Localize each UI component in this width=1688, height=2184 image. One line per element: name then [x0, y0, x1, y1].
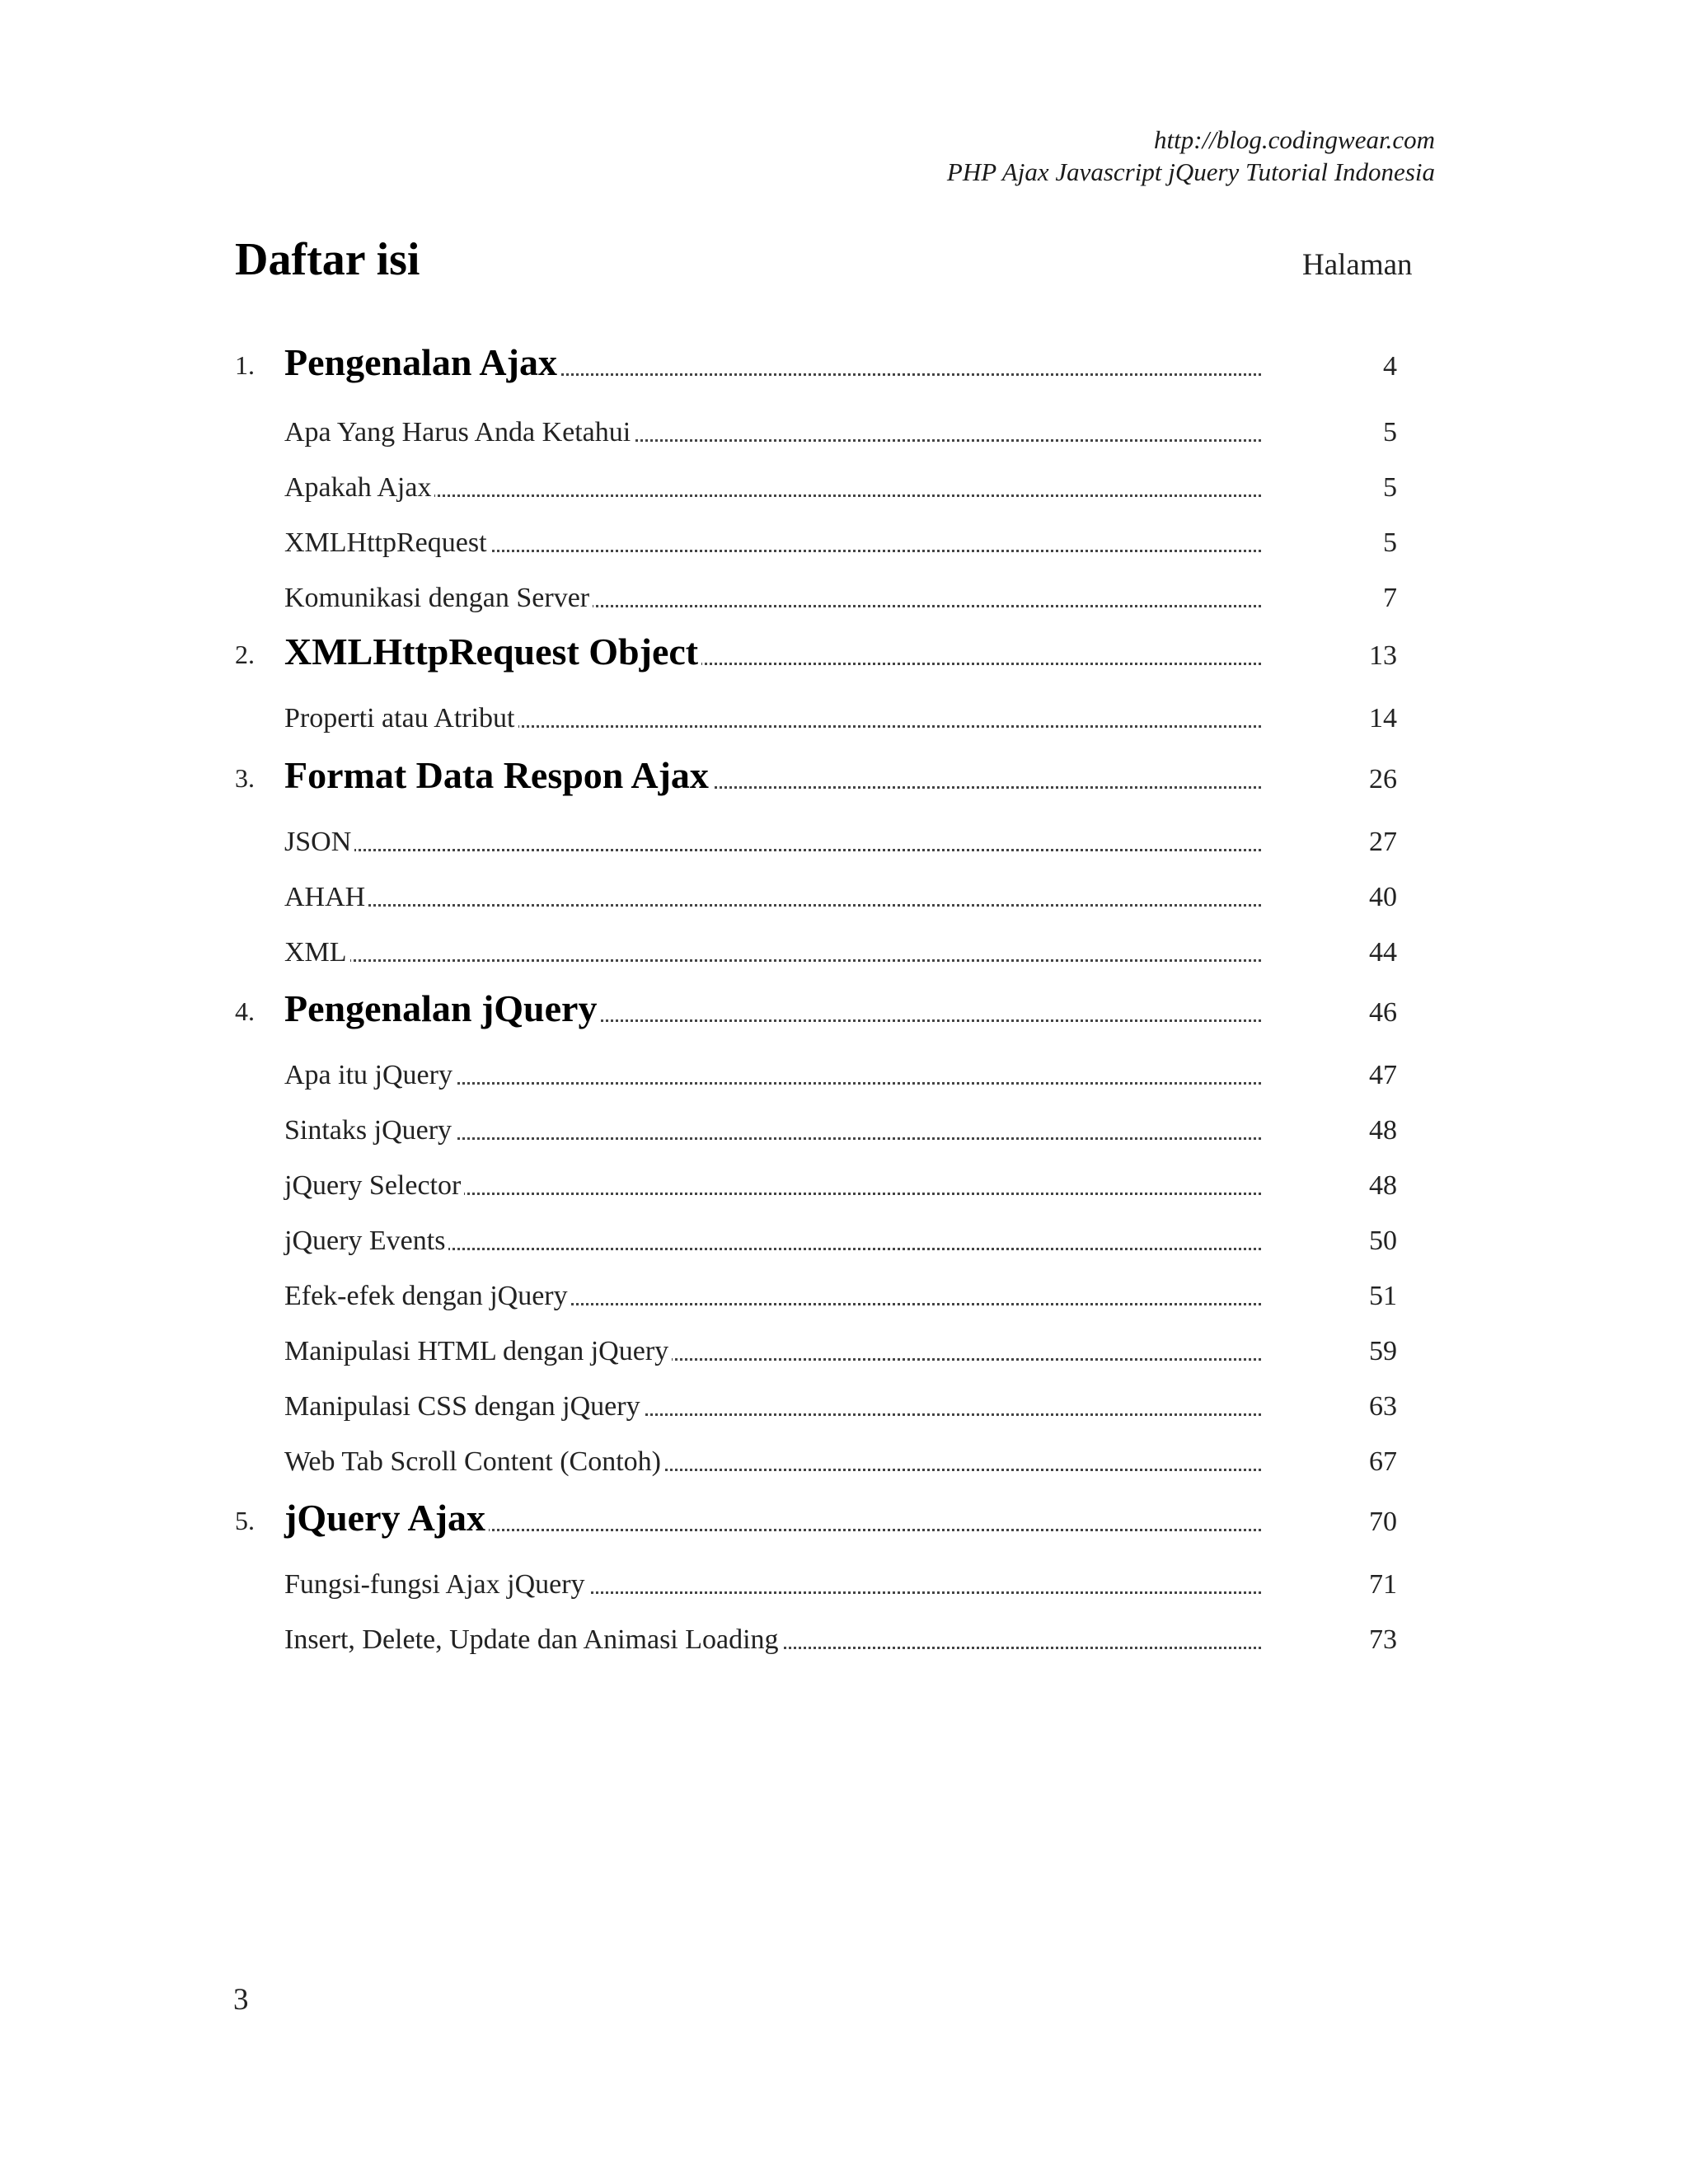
toc-section-row [235, 869, 1430, 918]
toc-entry-page: 46 [1369, 997, 1397, 1028]
toc-entry-page: 5 [1383, 472, 1397, 503]
toc-entry-page: 47 [1369, 1060, 1397, 1090]
toc-section-row [235, 1323, 1430, 1372]
toc-section-row [235, 1378, 1430, 1427]
toc-entry-page: 40 [1369, 882, 1397, 912]
toc-section-row [235, 813, 1430, 863]
toc-section-row [235, 514, 1430, 564]
page-number: 3 [233, 1983, 249, 2017]
toc-entry-page: 67 [1369, 1446, 1397, 1477]
header-url: http://blog.codingwear.com [1154, 125, 1435, 154]
toc-entry-page: 5 [1383, 417, 1397, 448]
toc-section-row [235, 1556, 1430, 1605]
toc-section-row [235, 1047, 1430, 1096]
toc-section-row [235, 1611, 1430, 1661]
toc-entry-page: 73 [1369, 1624, 1397, 1655]
header-subtitle: PHP Ajax Javascript jQuery Tutorial Indonesia [946, 157, 1435, 186]
toc-entry-label: Pengenalan jQuery [284, 987, 600, 1030]
toc-entry-label: AHAH [284, 882, 368, 913]
toc-section-row [235, 1157, 1430, 1207]
toc-section-row [235, 690, 1430, 739]
toc-chapter-row [235, 751, 1430, 800]
toc-entry-label: Format Data Respon Ajax [284, 753, 712, 797]
toc-entry-page: 13 [1369, 640, 1397, 671]
toc-entry-page: 70 [1369, 1507, 1397, 1537]
toc-entry-label: Apa itu jQuery [284, 1060, 456, 1091]
toc-entry-label: Pengenalan Ajax [284, 340, 560, 384]
toc-entry-page: 59 [1369, 1336, 1397, 1366]
toc-entry-label: Komunikasi dengan Server [284, 583, 593, 614]
toc-entry-label: Insert, Delete, Update dan Animasi Loading [284, 1624, 782, 1656]
toc-entry-page: 26 [1369, 764, 1397, 794]
toc-entry-page: 50 [1369, 1226, 1397, 1256]
toc-entry-number: 2. [235, 640, 255, 669]
toc-entry-label: Apakah Ajax [284, 472, 434, 504]
toc-entry-label: jQuery Selector [284, 1170, 464, 1202]
toc-entry-page: 63 [1369, 1391, 1397, 1422]
toc-entry-page: 44 [1369, 937, 1397, 968]
page-column-label: Halaman [1302, 248, 1413, 282]
toc-chapter-row [235, 984, 1430, 1033]
toc-entry-page: 4 [1383, 351, 1397, 382]
toc-chapter-row [235, 627, 1430, 677]
toc-entry-number: 5. [235, 1506, 255, 1535]
toc-entry-number: 4. [235, 996, 255, 1026]
page-title: Daftar isi [235, 234, 420, 285]
toc-section-row [235, 459, 1430, 509]
toc-section-row [235, 1102, 1430, 1151]
toc-dot-leader [284, 901, 1261, 907]
toc-entry-page: 14 [1369, 703, 1397, 733]
toc-entry-label: Fungsi-fungsi Ajax jQuery [284, 1569, 588, 1601]
toc-entry-label: Sintaks jQuery [284, 1115, 455, 1146]
toc-section-row [235, 404, 1430, 453]
toc-chapter-row [235, 338, 1430, 387]
toc-entry-label: jQuery Ajax [284, 1496, 489, 1540]
toc-entry-number: 3. [235, 763, 255, 793]
page-header [947, 124, 1435, 188]
toc-section-row [235, 1433, 1430, 1483]
toc-entry-label: Properti atau Atribut [284, 703, 518, 734]
toc-section-row [235, 1212, 1430, 1262]
toc-entry-label: jQuery Events [284, 1226, 448, 1257]
toc-entry-label: XMLHttpRequest Object [284, 630, 701, 673]
toc-entry-label: Manipulasi CSS dengan jQuery [284, 1391, 644, 1422]
toc-entry-number: 1. [235, 350, 255, 380]
toc-entry-page: 51 [1369, 1281, 1397, 1311]
toc-entry-label: Manipulasi HTML dengan jQuery [284, 1336, 672, 1367]
toc-entry-page: 7 [1383, 583, 1397, 613]
toc-entry-label: Web Tab Scroll Content (Contoh) [284, 1446, 664, 1478]
toc-dot-leader [284, 846, 1261, 851]
toc-entry-label: JSON [284, 827, 354, 858]
toc-chapter-row [235, 1493, 1430, 1543]
toc-entry-label: XML [284, 937, 350, 968]
toc-entry-page: 27 [1369, 827, 1397, 857]
toc-entry-page: 5 [1383, 527, 1397, 558]
toc-section-row [235, 569, 1430, 619]
toc-entry-page: 71 [1369, 1569, 1397, 1600]
toc-section-row [235, 1268, 1430, 1317]
toc-entry-label: XMLHttpRequest [284, 527, 490, 559]
toc-dot-leader [284, 956, 1261, 962]
toc-section-row [235, 924, 1430, 973]
toc-entry-label: Apa Yang Harus Anda Ketahui [284, 417, 634, 448]
toc-entry-page: 48 [1369, 1115, 1397, 1146]
toc-entry-page: 48 [1369, 1170, 1397, 1201]
toc-entry-label: Efek-efek dengan jQuery [284, 1281, 571, 1312]
